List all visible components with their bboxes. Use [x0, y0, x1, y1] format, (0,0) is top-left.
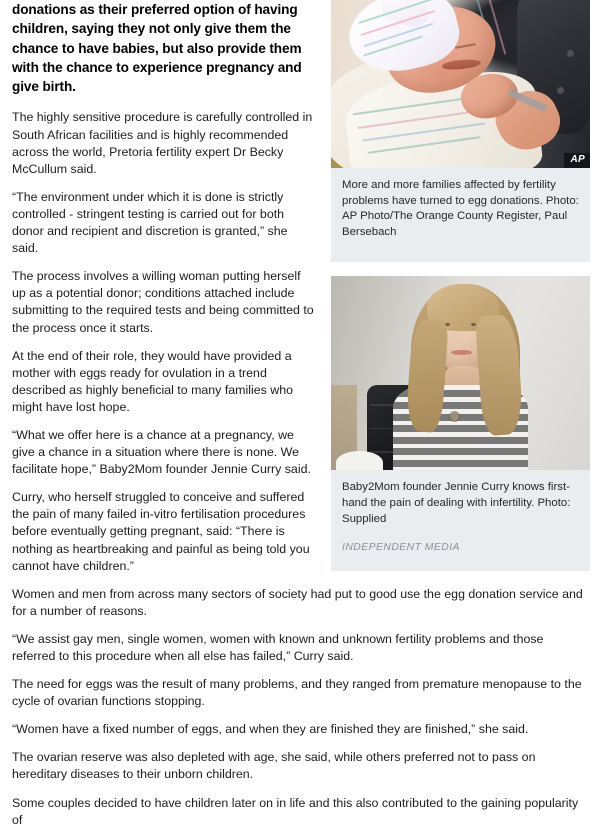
article-paragraph: “We assist gay men, single women, women with known and unknown fertility problems and those referred to this procedure when all else has failed,” Curry said.	[12, 631, 544, 664]
photo-frame-baby	[331, 0, 590, 168]
photo-detail-eye	[471, 323, 476, 326]
caption-spacer	[342, 555, 579, 571]
photo-credit: INDEPENDENT MEDIA	[342, 542, 460, 554]
photo-detail-shirt-stripe	[393, 437, 528, 444]
figure-baby-photo	[331, 0, 590, 262]
photo-detail-shirt-stripe	[393, 448, 528, 455]
photo-jennie-curry-portrait	[331, 276, 590, 470]
article-paragraph: The ovarian reserve was also depleted with age, she said, while others preferred not to pass on hereditary diseases to their unborn children.	[12, 750, 536, 782]
article-paragraph: The highly sensitive procedure is carefully controlled in South African facilities and is highly recommended across the world, Pretoria fertility expert Dr Becky McCullum said.	[12, 110, 313, 176]
article-lead-paragraph: donations as their preferred option of having children, saying they not only give them the chance to have babies, but also provide them with the chance to experience pregnancy and give birth.	[12, 2, 302, 95]
article-paragraph: At the end of their role, they would have provided a mother with eggs ready for ovulation in a trend described as highly beneficial to many families who might have lost hope.	[12, 348, 293, 414]
caption-box-portrait	[331, 470, 590, 571]
article-paragraph: “The environment under which it is done is strictly controlled - stringent testing is carried out for both donor and recipient and discretion is granted,” she said.	[12, 189, 288, 256]
article-paragraph: “What we offer here is a chance at a pregnancy, we give a chance in a situation where there is none. We facilitate hope,” Baby2Mom founder Jennie Curry said.	[12, 427, 311, 477]
caption-box-baby	[331, 168, 590, 262]
article-paragraph: Women and men from across many sectors of society had put to good use the egg donation service and for a number of reasons.	[12, 586, 583, 618]
photo-frame-portrait	[331, 276, 590, 470]
photo-caption: More and more families affected by fertility problems have turned to egg donations. Photo: AP Photo/The Orange County Register, Paul Bersebach	[342, 179, 579, 238]
photo-detail-foreground-object	[336, 451, 383, 470]
photo-caption: Baby2Mom founder Jennie Curry knows first-hand the pain of dealing with infertility. Photo: Supplied	[342, 481, 571, 525]
article-paragraph: The need for eggs was the result of many problems, and they ranged from premature menopause to the cycle of ovarian functions stopping.	[12, 677, 582, 709]
article-paragraph: Some couples decided to have children later on in life and this also contributed to the gaining popularity of	[12, 795, 579, 827]
caption-spacer	[342, 527, 579, 541]
article-paragraph: The process involves a willing woman putting herself up as a potential donor; conditions attached include submitting to the required tests and being committed to the process once it starts.	[12, 269, 314, 335]
caption-spacer	[342, 240, 579, 262]
figure-portrait-photo	[331, 276, 590, 571]
article-paragraph: “Women have a fixed number of eggs, and when they are finished they are finished,” she said.	[12, 722, 529, 737]
article-paragraph: Curry, who herself struggled to conceive and suffered the pain of many failed in-vitro fertilisation procedures before eventually getting pregnant, said: “There is nothing as heartbreaking and painful as being told you cannot have children.”	[12, 490, 310, 573]
photo-baby-newborn	[331, 0, 590, 168]
photo-detail-shirt-stripe	[393, 460, 528, 467]
ap-watermark: AP	[564, 153, 591, 168]
